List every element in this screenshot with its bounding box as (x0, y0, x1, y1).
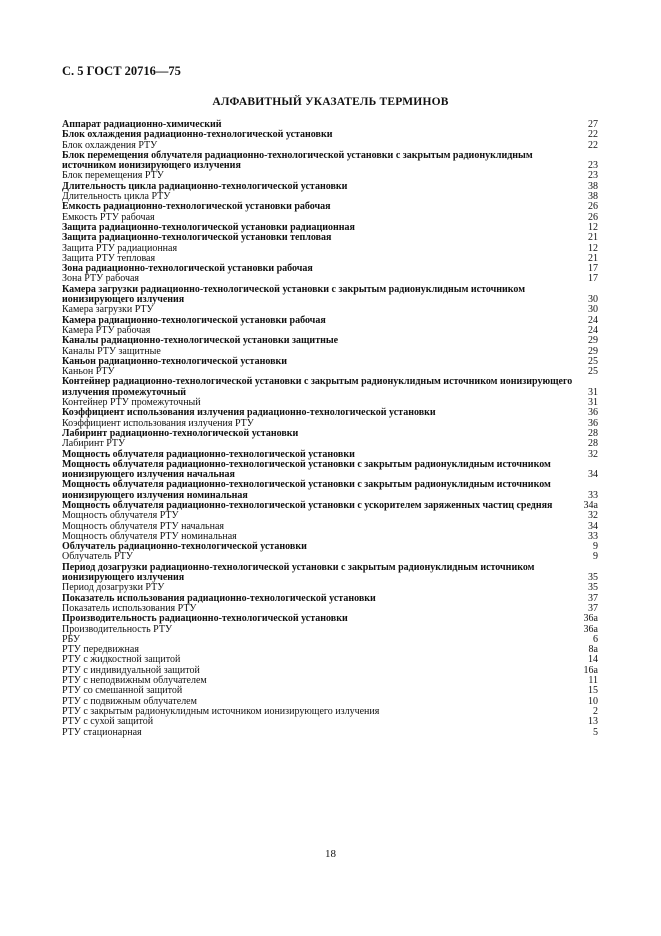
entry-section-number: 12 (588, 221, 598, 233)
entry-term: Каналы РТУ защитные (62, 345, 161, 357)
entry-term: Мощность облучателя РТУ (62, 510, 179, 522)
entry-section-number: 11 (588, 675, 598, 687)
entry-section-number: 25 (588, 366, 598, 378)
entry-term: Защита радиационно-технологической установки радиационная (62, 221, 355, 233)
entry-term: Камера загрузки РТУ (62, 304, 154, 316)
entry-section-number: 34 (588, 520, 598, 532)
entry-section-number: 32 (588, 510, 598, 522)
entry-section-number: 34а (583, 499, 598, 511)
entry-section-number: 35 (588, 572, 598, 584)
entry-term: РТУ с жидкостной защитой (62, 654, 181, 666)
entry-section-number: 36а (583, 613, 598, 625)
entry-section-number: 6 (593, 633, 598, 645)
entry-term: Лабиринт радиационно-технологической установки (62, 427, 299, 439)
entry-term: Производительность радиационно-технологической установки (62, 613, 348, 625)
entry-section-number: 29 (588, 335, 598, 347)
entry-term: Блок перемещения облучателя радиационно-технологической установки с закрытым радионуклидным источником ионизирующего излучения (62, 149, 533, 172)
entry-section-number: 22 (588, 139, 598, 151)
entry-section-number: 2 (593, 705, 598, 717)
entry-term: Контейнер радиационно-технологической установки с закрытым радионуклидным источником ионизирующего излучения промежуточный (62, 376, 573, 398)
entry-term: Защита РТУ радиационная (62, 242, 178, 254)
entry-section-number: 37 (588, 592, 598, 604)
entry-term: РТУ с неподвижным облучателем (62, 675, 207, 687)
index-entry (62, 377, 598, 398)
page-header: С. 5 ГОСТ 20716—75 (62, 64, 181, 78)
entry-section-number: 21 (588, 232, 598, 244)
entry-term: Период дозагрузки РТУ (62, 582, 165, 594)
entry-section-number: 36 (588, 407, 598, 419)
entry-term: Защита радиационно-технологической установки тепловая (62, 232, 332, 244)
index-entry (62, 480, 598, 501)
index-entry (62, 336, 598, 346)
index-entry (62, 439, 598, 449)
entry-term: Мощность облучателя радиационно-технологической установки с ускорителем заряженных частиц средняя (62, 499, 553, 511)
index-entry (62, 285, 598, 306)
entry-term: Лабиринт РТУ (62, 438, 126, 450)
entry-section-number: 13 (588, 716, 598, 728)
entry-term: РБУ (62, 633, 81, 645)
entry-term: Облучатель радиационно-технологической установки (62, 541, 307, 553)
entry-section-number: 9 (593, 541, 598, 553)
entry-section-number: 22 (588, 129, 598, 141)
entry-section-number: 24 (588, 324, 598, 336)
index-entry (62, 717, 598, 727)
entry-term: Мощность облучателя РТУ номинальная (62, 530, 237, 542)
entry-section-number: 30 (588, 294, 598, 306)
index-entry (62, 542, 598, 552)
entry-term: РТУ с сухой защитой (62, 716, 154, 728)
entry-term: Каналы радиационно-технологической установки защитные (62, 335, 339, 347)
entry-term: Каньон радиационно-технологической установки (62, 355, 288, 367)
index-entry (62, 264, 598, 274)
entry-section-number: 27 (588, 119, 598, 130)
entry-term: РТУ с подвижным облучателем (62, 695, 197, 707)
entry-term: Мощность облучателя радиационно-технологической установки с закрытым радионуклидным источником ионизирующего излучения номинальная (62, 479, 551, 501)
entry-section-number: 32 (588, 448, 598, 460)
entry-term: РТУ со смешанной защитой (62, 685, 183, 697)
entry-section-number: 31 (588, 397, 598, 409)
entry-term: Зона радиационно-технологической установки рабочая (62, 263, 313, 275)
entry-term: Длительность цикла радиационно-технологической установки (62, 180, 348, 192)
entry-term: Производительность РТУ (62, 623, 173, 635)
entry-section-number: 8а (588, 644, 598, 656)
page-number: 18 (325, 848, 336, 860)
entry-term: Камера загрузки радиационно-технологической установки с закрытым радионуклидным источником ионизирующего излучения (62, 283, 526, 306)
entry-section-number: 36а (583, 623, 598, 635)
entry-section-number: 35 (588, 582, 598, 594)
entry-section-number: 16а (583, 664, 598, 676)
entry-section-number: 31 (588, 386, 598, 398)
entry-section-number: 24 (588, 314, 598, 326)
entry-section-number: 38 (588, 180, 598, 192)
index-entry (62, 151, 598, 172)
index-entry (62, 614, 598, 624)
entry-section-number: 23 (588, 170, 598, 182)
entry-term: Блок охлаждения радиационно-технологической установки (62, 129, 333, 141)
entry-section-number: 14 (588, 654, 598, 666)
entry-section-number: 30 (588, 304, 598, 316)
entry-term: Камера РТУ рабочая (62, 324, 151, 336)
entry-section-number: 26 (588, 211, 598, 223)
index-entry (62, 635, 598, 645)
entry-section-number: 28 (588, 438, 598, 450)
entry-term: Показатель использования РТУ (62, 602, 197, 614)
entry-term: РТУ с закрытым радионуклидным источником ионизирующего излучения (62, 705, 380, 717)
entry-term: Показатель использования радиационно-технологической установки (62, 592, 376, 604)
terms-index (62, 120, 598, 738)
entry-section-number: 12 (588, 242, 598, 254)
entry-term: Период дозагрузки радиационно-технологической установки с закрытым радионуклидным источником ионизирующего излучения (62, 561, 535, 584)
index-entry (62, 728, 598, 738)
entry-term: Емкость РТУ рабочая (62, 211, 155, 223)
index-title: АЛФАВИТНЫЙ УКАЗАТЕЛЬ ТЕРМИНОВ (212, 96, 449, 108)
entry-section-number: 5 (593, 726, 598, 738)
index-entry (62, 625, 598, 635)
entry-term: Мощность облучателя радиационно-технологической установки (62, 448, 355, 460)
entry-section-number: 34 (588, 469, 598, 481)
entry-term: Мощность облучателя радиационно-технологической установки с закрытым радионуклидным источником ионизирующего излучения начальная (62, 458, 551, 481)
entry-section-number: 37 (588, 602, 598, 614)
entry-section-number: 15 (588, 685, 598, 697)
entry-section-number: 23 (588, 160, 598, 172)
index-entry (62, 429, 598, 439)
index-entry (62, 563, 598, 584)
entry-term: РТУ стационарная (62, 726, 142, 738)
entry-section-number: 29 (588, 345, 598, 357)
entry-term: Коэффициент использования излучения радиационно-технологической установки (62, 407, 436, 419)
entry-term: Аппарат радиационно-химический (62, 119, 222, 130)
entry-section-number: 33 (588, 530, 598, 542)
index-entry (62, 357, 598, 367)
entry-term: Облучатель РТУ (62, 551, 133, 563)
entry-section-number: 28 (588, 427, 598, 439)
entry-term: Блок перемещения РТУ (62, 170, 164, 182)
entry-term: Контейнер РТУ промежуточный (62, 397, 201, 409)
entry-section-number: 17 (588, 273, 598, 285)
entry-term: РТУ с индивидуальной защитой (62, 664, 200, 676)
entry-term: Камера радиационно-технологической установки рабочая (62, 314, 326, 326)
entry-term: Зона РТУ рабочая (62, 273, 140, 285)
entry-term: Защита РТУ тепловая (62, 252, 156, 264)
entry-term: Каньон РТУ (62, 366, 115, 378)
entry-term: Емкость радиационно-технологической установки рабочая (62, 201, 331, 213)
entry-section-number: 25 (588, 355, 598, 367)
entry-section-number: 33 (588, 489, 598, 501)
entry-section-number: 26 (588, 201, 598, 213)
index-entry (62, 460, 598, 481)
entry-section-number: 38 (588, 191, 598, 203)
entry-section-number: 21 (588, 252, 598, 264)
entry-section-number: 36 (588, 417, 598, 429)
entry-term: Мощность облучателя РТУ начальная (62, 520, 225, 532)
entry-term: Блок охлаждения РТУ (62, 139, 158, 151)
entry-section-number: 9 (593, 551, 598, 563)
entry-term: Коэффициент использования излучения РТУ (62, 417, 254, 429)
entry-section-number: 17 (588, 263, 598, 275)
entry-term: РТУ передвижная (62, 644, 139, 656)
entry-section-number: 10 (588, 695, 598, 707)
entry-term: Длительность цикла РТУ (62, 191, 171, 203)
